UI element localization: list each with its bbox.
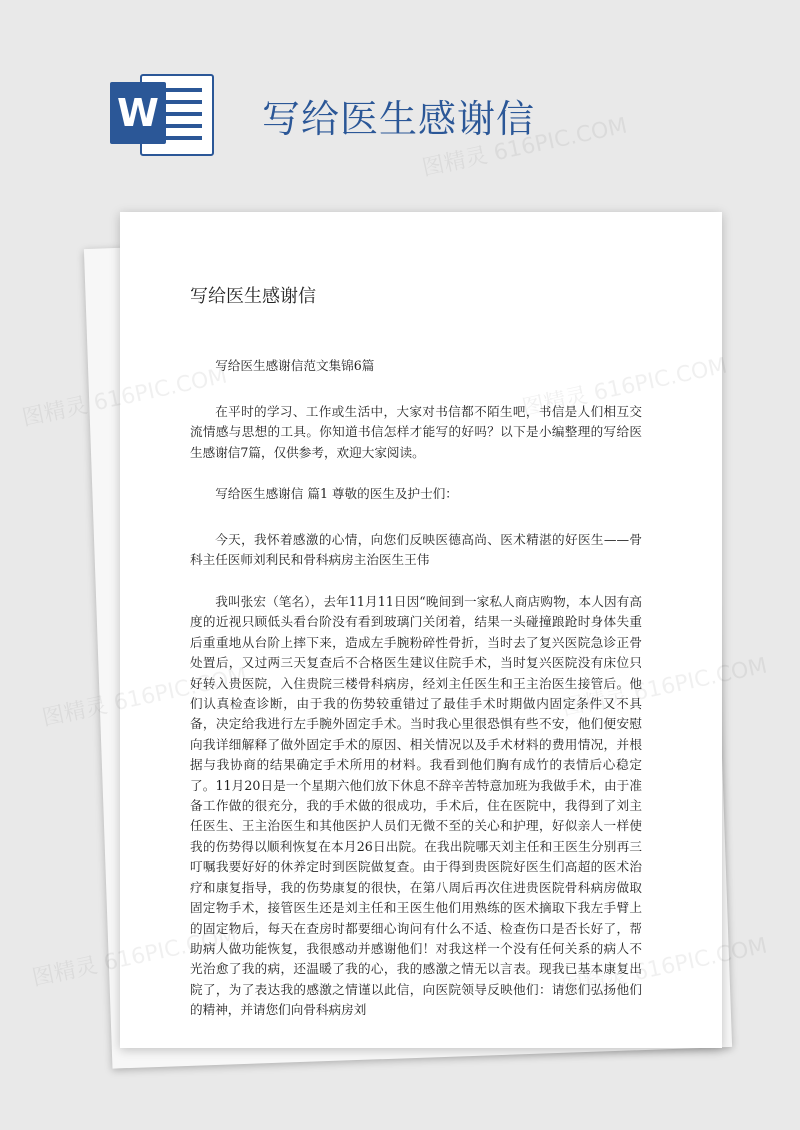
document-title: 写给医生感谢信	[190, 286, 316, 307]
word-icon-letter: W	[110, 82, 166, 144]
document-paragraph: 今天，我怀着感激的心情，向您们反映医德高尚、医术精湛的好医生——骨科主任医师刘利民和骨科病房主治医生王伟	[190, 532, 642, 568]
document-page	[120, 212, 722, 1048]
document-paragraph: 写给医生感谢信 篇1 尊敬的医生及护士们：	[215, 486, 458, 501]
watermark: 图精灵	[40, 693, 110, 732]
document-paragraph: 写给医生感谢信范文集锦6篇	[215, 358, 375, 373]
word-document-icon	[110, 70, 212, 156]
watermark: 图精灵 616PIC.COM	[420, 113, 630, 182]
banner-title: 写给医生感谢信	[262, 97, 536, 141]
document-paragraph: 在平时的学习、工作或生活中，大家对书信都不陌生吧，书信是人们相互交流情感与思想的工具。你知道书信怎样才能写的好吗？以下是小编整理的写给医生感谢信7篇，仅供参考，欢迎大家阅读。	[190, 404, 642, 460]
banner	[0, 0, 800, 210]
document-paragraph: 我叫张宏（笔名），去年11月11日因“晚间到一家私人商店购物，本人因有高度的近视只顾低头看台阶没有看到玻璃门关闭着，结果一头碰撞踉跄时身体失重后重重地从台阶上摔下来，造成左手腕粉碎性骨折，当时去了复兴医院急诊正骨处置后，又过两三天复查后不合格医生建议住院手术，当时复兴医院没有床位只好转入贵医院，入住贵院三楼骨科病房，经刘主任医生和王主治医生接管后。他们认真检查诊断，由于我的伤势较重错过了最佳手术时期做内固定条件又不具备，决定给我进行左手腕外固定手术。当时我心里很恐惧有些不安，他们便安慰向我详细解释了做外固定手术的原因、相关情况以及手术材料的费用情况，并根据与我协商的结果确定手术所用的材料。我看到他们胸有成竹的表情后心稳定了。11月20日是一个星期六他们放下休息不辞辛苦特意加班为我做手术，由于准备工作做的很充分，我的手术做的很成功，手术后，住在医院中，我得到了刘主任医生、王主治医生和其他医护人员们无微不至的关心和护理，好似亲人一样使我的伤势得以顺利恢复在本月26日出院。在我出院哪天刘主任和王医生分别再三叮嘱我要好好的休养定时到医院做复查。由于得到贵医院好医生们高超的医术治疗和康复指导，我的伤势康复的很快，在第八周后再次住进贵医院骨科病房做取固定物手术，接管医生还是刘主任和王医生他们用熟练的医术摘取下我左手臂上的固定物后，每天在查房时都要细心询问有什么不适、检查伤口是否长好了，帮助病人做功能恢复，我很感动并感谢他们！对我这样一个没有任何关系的病人不光治愈了我的病，还温暖了我的心，我的感激之情无以言表。现我已基本康复出院了，为了表达我的感激之情谨以此信，向医院领导反映他们：请您们弘扬他们的精神，并请您们向骨科病房刘	[190, 594, 642, 1018]
watermark: 图精灵	[20, 393, 90, 432]
watermark: 图精灵	[30, 953, 100, 992]
